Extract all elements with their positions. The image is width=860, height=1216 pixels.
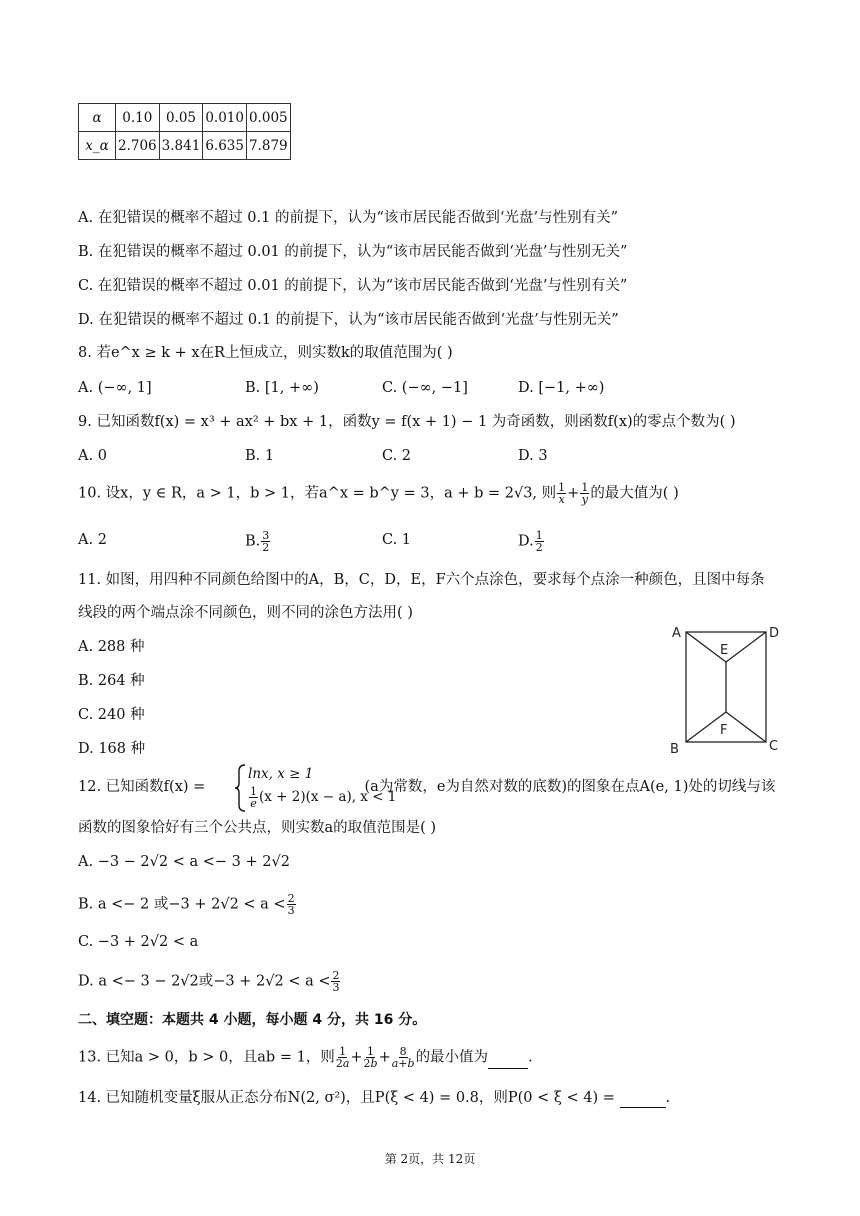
q10-stem-part1: 10. 设x，y ∈ R，a > 1，b > 1，若a^x = b^y = 3，a + b = 2√3, 则 (78, 485, 557, 502)
q9-option-c: C. 2 (382, 448, 412, 464)
page-footer: 第 2页，共 12页 (384, 1152, 476, 1166)
q8-option-c: C. (−∞, −1] (382, 380, 468, 396)
q7-option-c: C. 在犯错误的概率不超过 0.01 的前提下，认为“该市居民能否做到‘光盘’与性别有关” (78, 278, 628, 294)
critical-value-table (78, 103, 291, 160)
q10-option-c: C. 1 (382, 532, 412, 548)
q12-option-c: C. −3 + 2√2 < a (78, 934, 199, 950)
table-cell: 2.706 (116, 132, 160, 160)
q13-stem: 13. 已知a > 0，b > 0，且ab = 1，则 $\frac{1}{2a}$ + $\frac{1}{2b}$ + $\frac{8}{a+b}$ 的最小值为 . (78, 1045, 533, 1070)
q12-stem-line2: 函数的图象恰好有三个公共点，则实数a的取值范围是( ) (78, 820, 437, 836)
q14-stem: 14. 已知随机变量ξ服从正态分布N(2, σ²)，且P(ξ < 4) = 0.8，则P(0 < ξ < 4) = . (78, 1090, 671, 1106)
q12-option-b: B. a <− 2 或−3 + 2√2 < a < $\frac{2}{3}$ (78, 892, 295, 917)
q10-stem-part2: 的最大值为( ) (590, 485, 679, 502)
q12-option-a: A. −3 − 2√2 < a <− 3 + 2√2 (78, 854, 290, 870)
q11-option-b: B. 264 种 (78, 673, 145, 689)
label-f: F (720, 723, 728, 738)
q10-option-b: B. $\frac{3}{2}$ (245, 529, 270, 554)
q7-option-b: B. 在犯错误的概率不超过 0.01 的前提下，认为“该市居民能否做到‘光盘’与性别无关” (78, 244, 628, 260)
coloring-figure (668, 620, 784, 756)
section-heading: 二、填空题：本题共 4 小题，每小题 4 分，共 16 分。 (78, 1012, 427, 1028)
q8-option-a: A. (−∞, 1] (78, 380, 152, 396)
q10-option-d: D. $\frac{1}{2}$ (518, 529, 543, 554)
table-cell: 0.05 (159, 104, 203, 132)
label-e: E (720, 643, 729, 658)
q11-option-a: A. 288 种 (78, 639, 145, 655)
label-d: D (769, 626, 780, 641)
q7-option-d: D. 在犯错误的概率不超过 0.1 的前提下，认为“该市居民能否做到‘光盘’与性别无关” (78, 312, 619, 328)
table-cell: 6.635 (203, 132, 247, 160)
q9-option-b: B. 1 (245, 448, 275, 464)
q12-stem (78, 777, 775, 797)
q11-option-c: C. 240 种 (78, 707, 145, 723)
fraction-1-over-x: $\frac{1}{x}$ (558, 481, 566, 506)
answer-blank[interactable] (488, 1068, 528, 1069)
label-a: A (672, 626, 681, 641)
q12-stem-part1: 12. 已知函数f(x) = (78, 779, 206, 795)
q8-option-b: B. [1, +∞) (245, 380, 319, 396)
label-c: C (769, 739, 779, 754)
q8-option-d: D. [−1, +∞) (518, 380, 605, 396)
table-cell: 0.005 (246, 104, 290, 132)
q12-option-d: D. a <− 3 − 2√2或−3 + 2√2 < a < $\frac{2}{3}$ (78, 969, 340, 994)
q12-stem-part2: (a为常数，e为自然对数的底数)的图象在点A(e, 1)处的切线与该 (364, 779, 776, 795)
table-row (79, 132, 291, 160)
piecewise-brace (233, 763, 247, 813)
table-cell: 7.879 (246, 132, 290, 160)
q7-option-a: A. 在犯错误的概率不超过 0.1 的前提下，认为“该市居民能否做到‘光盘’与性别有关” (78, 210, 619, 226)
table-cell: 3.841 (159, 132, 203, 160)
q12-case1: lnx, x ≥ 1 (248, 766, 314, 782)
q11-stem-line2: 线段的两个端点涂不同颜色，则不同的涂色方法用( ) (78, 605, 413, 621)
table-cell: 0.010 (203, 104, 247, 132)
fraction-1-over-y: $\frac{1}{y}$ (581, 481, 589, 506)
table-cell: x_α (79, 132, 116, 160)
q9-option-a: A. 0 (78, 448, 107, 464)
q9-stem: 9. 已知函数f(x) = x³ + ax² + bx + 1，函数y = f(x + 1) − 1 为奇函数，则函数f(x)的零点个数为( ) (78, 414, 736, 430)
q10-stem: 10. 设x，y ∈ R，a > 1，b > 1，若a^x = b^y = 3，a + b = 2√3, 则 $\frac{1}{x}$ + $\frac{1}{y}$ 的最大值为( ) (78, 481, 679, 506)
q12-case2: $\frac{1}{e}$ (x + 2)(x − a), x < 1 (250, 785, 397, 810)
table-cell: 0.10 (116, 104, 160, 132)
q10-option-a: A. 2 (78, 532, 107, 548)
q9-option-d: D. 3 (518, 448, 548, 464)
label-b: B (670, 742, 679, 756)
table-row (79, 104, 291, 132)
answer-blank[interactable] (620, 1107, 666, 1108)
q11-stem-line1: 11. 如图，用四种不同颜色给图中的A，B，C，D，E，F六个点涂色，要求每个点涂一种颜色，且图中每条 (78, 572, 765, 588)
table-cell: α (79, 104, 116, 132)
q11-option-d: D. 168 种 (78, 741, 146, 757)
q8-stem: 8. 若e^x ≥ k + x在R上恒成立，则实数k的取值范围为( ) (78, 345, 453, 361)
